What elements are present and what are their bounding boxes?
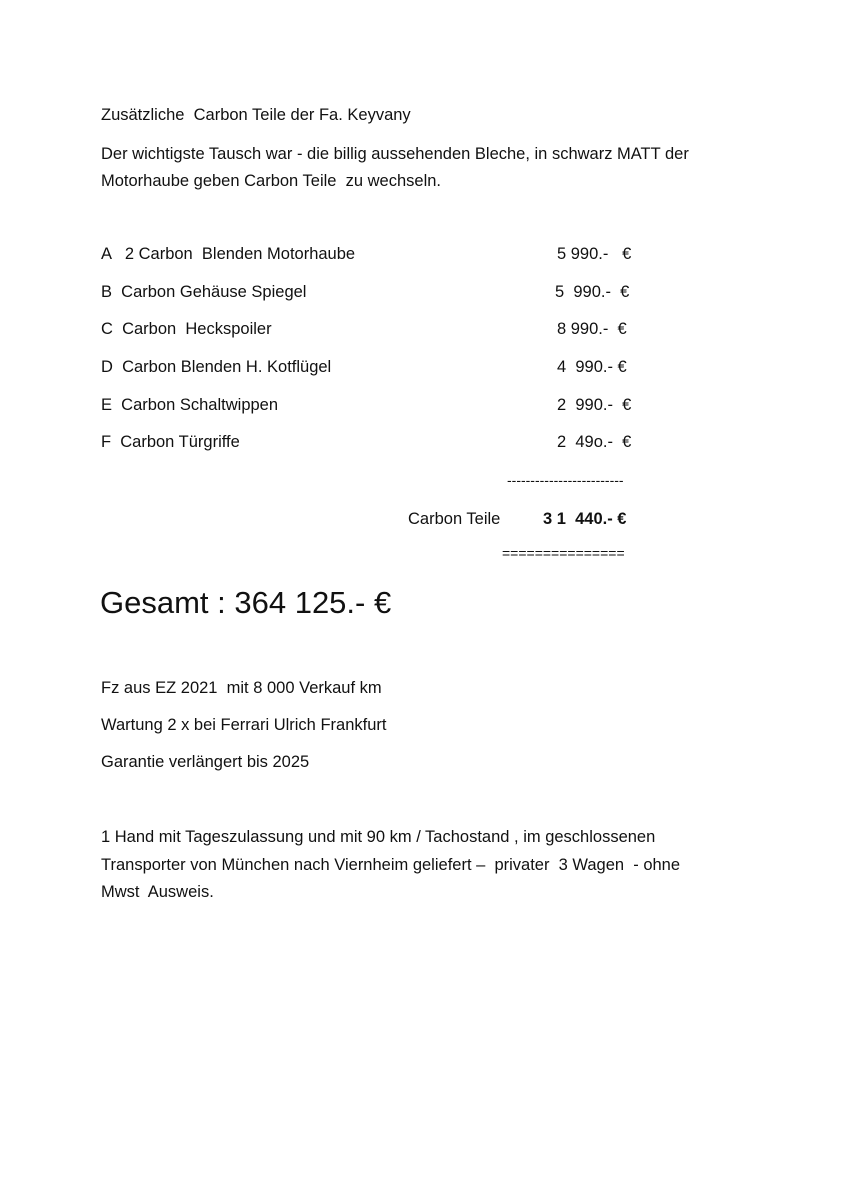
- item-label: A 2 Carbon Blenden Motorhaube: [101, 245, 356, 263]
- item-price: 5 990.- €: [555, 283, 630, 301]
- item-price: 8 990.- €: [557, 320, 627, 338]
- subtotal-label: Carbon Teile: [408, 510, 501, 528]
- closing-line-3: Mwst Ausweis.: [101, 883, 214, 901]
- detail-line: Garantie verlängert bis 2025: [101, 753, 310, 771]
- closing-line-1: 1 Hand mit Tageszulassung und mit 90 km / Tachostand , im geschlossenen: [101, 828, 656, 846]
- closing-line-2: Transporter von München nach Viernheim geliefert – privater 3 Wagen - ohne: [101, 856, 681, 874]
- total-double-separator: ===============: [502, 545, 625, 561]
- detail-line: Fz aus EZ 2021 mit 8 000 Verkauf km: [101, 679, 382, 697]
- subtotal-separator: -------------------------: [507, 472, 624, 488]
- item-price: 5 990.- €: [557, 245, 632, 263]
- item-label: E Carbon Schaltwippen: [101, 396, 279, 414]
- intro-line-1: Der wichtigste Tausch war - die billig aussehenden Bleche, in schwarz MATT der: [101, 145, 689, 163]
- item-label: F Carbon Türgriffe: [101, 433, 240, 451]
- document-title: Zusätzliche Carbon Teile der Fa. Keyvany: [101, 106, 411, 124]
- grand-total: Gesamt : 364 125.- €: [100, 585, 392, 620]
- detail-line: Wartung 2 x bei Ferrari Ulrich Frankfurt: [101, 716, 387, 734]
- intro-line-2: Motorhaube geben Carbon Teile zu wechseln.: [101, 172, 441, 190]
- subtotal-value: 3 1 440.- €: [543, 510, 627, 528]
- item-price: 2 990.- €: [557, 396, 632, 414]
- item-price: 2 49o.- €: [557, 433, 632, 451]
- item-label: C Carbon Heckspoiler: [101, 320, 272, 338]
- item-price: 4 990.- €: [557, 358, 627, 376]
- item-label: B Carbon Gehäuse Spiegel: [101, 283, 307, 301]
- item-label: D Carbon Blenden H. Kotflügel: [101, 358, 332, 376]
